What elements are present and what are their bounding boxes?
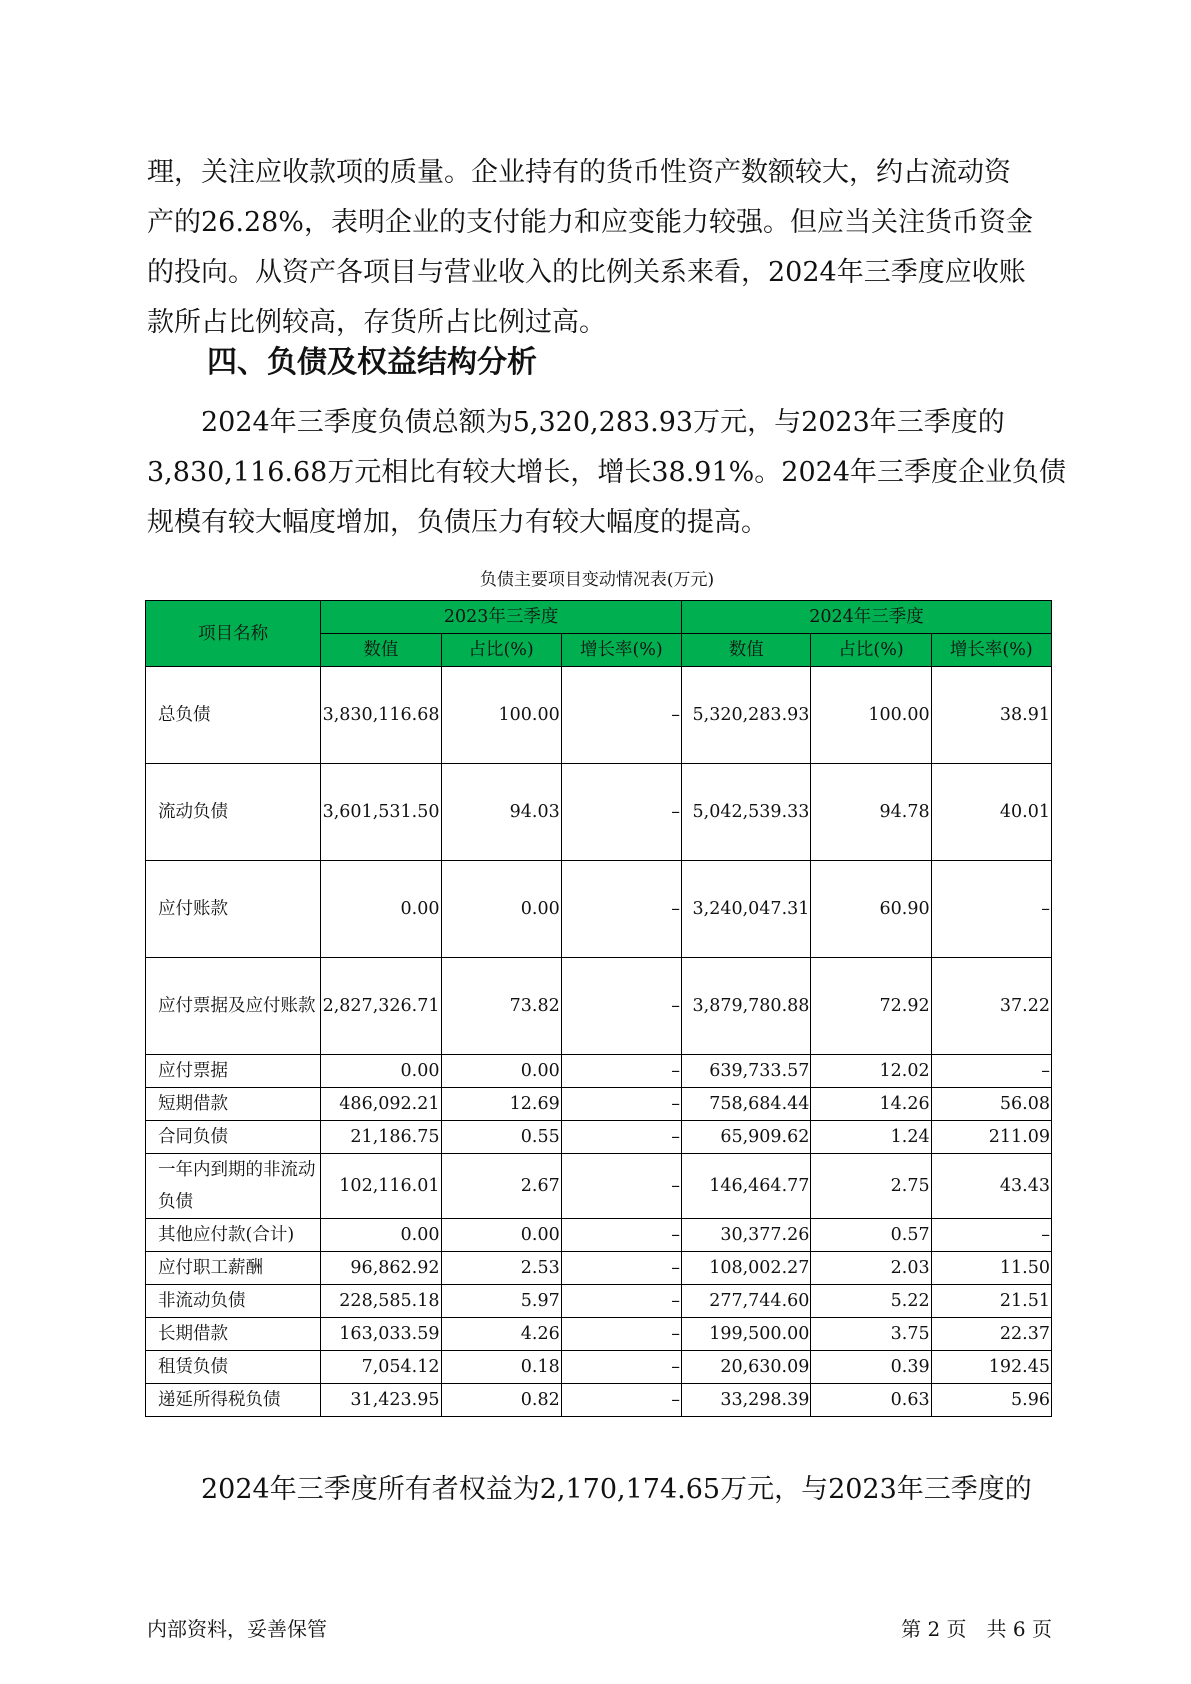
share-2024: 0.57: [811, 1219, 931, 1252]
paragraph-line: 2024年三季度所有者权益为2,170,174.65万元，与2023年三季度的: [147, 1474, 1032, 1505]
share-2023: 0.82: [441, 1384, 561, 1417]
row-name: 合同负债: [146, 1121, 321, 1154]
row-name: 非流动负债: [146, 1285, 321, 1318]
share-2023: 5.97: [441, 1285, 561, 1318]
value-2024: 758,684.44: [682, 1088, 811, 1121]
share-2024: 5.22: [811, 1285, 931, 1318]
subheader-value: 数值: [321, 634, 441, 667]
value-2023: 163,033.59: [321, 1318, 441, 1351]
growth-2023: –: [561, 1154, 681, 1219]
share-2024: 12.02: [811, 1055, 931, 1088]
growth-2024: –: [931, 1055, 1051, 1088]
row-name: 总负债: [146, 667, 321, 764]
value-2024: 65,909.62: [682, 1121, 811, 1154]
footer-page-number: 第 2 页 共 6 页: [901, 1617, 1052, 1641]
share-2024: 100.00: [811, 667, 931, 764]
subheader-share: 占比(%): [441, 634, 561, 667]
share-2024: 0.63: [811, 1384, 931, 1417]
value-2023: 31,423.95: [321, 1384, 441, 1417]
paragraph-line: 款所占比例较高，存货所占比例过高。: [147, 307, 606, 338]
table-row: [146, 1351, 1052, 1384]
value-2023: 486,092.21: [321, 1088, 441, 1121]
growth-2024: 43.43: [931, 1154, 1051, 1219]
growth-2023: –: [561, 1384, 681, 1417]
subheader-value: 数值: [682, 634, 811, 667]
growth-2024: 56.08: [931, 1088, 1051, 1121]
header-period-2024: 2024年三季度: [682, 601, 1052, 634]
growth-2023: –: [561, 861, 681, 958]
subheader-growth: 增长率(%): [931, 634, 1051, 667]
value-2024: 277,744.60: [682, 1285, 811, 1318]
value-2023: 3,601,531.50: [321, 764, 441, 861]
growth-2024: 38.91: [931, 667, 1051, 764]
paragraph-line: 产的26.28%，表明企业的支付能力和应变能力较强。但应当关注货币资金: [147, 207, 1033, 238]
value-2023: 21,186.75: [321, 1121, 441, 1154]
header-item-name: 项目名称: [146, 601, 321, 667]
table-row: [146, 1285, 1052, 1318]
share-2024: 2.03: [811, 1252, 931, 1285]
growth-2023: –: [561, 764, 681, 861]
row-name: 其他应付款(合计): [146, 1219, 321, 1252]
share-2024: 60.90: [811, 861, 931, 958]
share-2023: 2.53: [441, 1252, 561, 1285]
row-name: 租赁负债: [146, 1351, 321, 1384]
value-2024: 3,240,047.31: [682, 861, 811, 958]
row-name: 递延所得税负债: [146, 1384, 321, 1417]
value-2023: 228,585.18: [321, 1285, 441, 1318]
row-name: 应付账款: [146, 861, 321, 958]
share-2023: 2.67: [441, 1154, 561, 1219]
share-2023: 12.69: [441, 1088, 561, 1121]
share-2023: 100.00: [441, 667, 561, 764]
value-2023: 0.00: [321, 1219, 441, 1252]
liability-table: [145, 600, 1052, 1417]
value-2023: 2,827,326.71: [321, 958, 441, 1055]
paragraph-line: 2024年三季度负债总额为5,320,283.93万元，与2023年三季度的: [147, 407, 1005, 438]
header-period-2023: 2023年三季度: [321, 601, 682, 634]
share-2023: 4.26: [441, 1318, 561, 1351]
paragraph-equity-summary: [147, 1465, 1047, 1515]
row-name: 应付票据及应付账款: [146, 958, 321, 1055]
value-2024: 199,500.00: [682, 1318, 811, 1351]
table-row: [146, 1154, 1052, 1219]
row-name: 流动负债: [146, 764, 321, 861]
growth-2024: –: [931, 1219, 1051, 1252]
table-caption: 负债主要项目变动情况表(万元): [479, 570, 715, 590]
growth-2023: –: [561, 1055, 681, 1088]
paragraph-asset-analysis: [147, 148, 1047, 348]
growth-2024: 37.22: [931, 958, 1051, 1055]
footer-confidential-note: 内部资料，妥善保管: [147, 1617, 327, 1641]
share-2023: 73.82: [441, 958, 561, 1055]
subheader-growth: 增长率(%): [561, 634, 681, 667]
share-2024: 94.78: [811, 764, 931, 861]
subheader-share: 占比(%): [811, 634, 931, 667]
growth-2024: –: [931, 861, 1051, 958]
share-2024: 14.26: [811, 1088, 931, 1121]
table-row: [146, 667, 1052, 764]
table-row: [146, 1384, 1052, 1417]
section-heading: 四、负债及权益结构分析: [207, 345, 537, 380]
value-2024: 146,464.77: [682, 1154, 811, 1219]
value-2023: 102,116.01: [321, 1154, 441, 1219]
growth-2024: 21.51: [931, 1285, 1051, 1318]
growth-2024: 192.45: [931, 1351, 1051, 1384]
table-row: [146, 1088, 1052, 1121]
table-row: [146, 1252, 1052, 1285]
table-row: [146, 1318, 1052, 1351]
value-2024: 5,320,283.93: [682, 667, 811, 764]
share-2024: 72.92: [811, 958, 931, 1055]
table-row: [146, 1121, 1052, 1154]
paragraph-line: 理，关注应收款项的质量。企业持有的货币性资产数额较大，约占流动资: [147, 157, 1011, 188]
share-2023: 0.00: [441, 1055, 561, 1088]
paragraph-liability-summary: [147, 398, 1067, 548]
value-2023: 96,862.92: [321, 1252, 441, 1285]
paragraph-line: 规模有较大幅度增加，负债压力有较大幅度的提高。: [147, 507, 768, 538]
value-2024: 30,377.26: [682, 1219, 811, 1252]
share-2023: 0.00: [441, 861, 561, 958]
paragraph-line: 3,830,116.68万元相比有较大增长，增长38.91%。2024年三季度企业负债: [147, 457, 1067, 488]
row-name: 短期借款: [146, 1088, 321, 1121]
growth-2024: 22.37: [931, 1318, 1051, 1351]
value-2023: 7,054.12: [321, 1351, 441, 1384]
value-2024: 639,733.57: [682, 1055, 811, 1088]
value-2024: 108,002.27: [682, 1252, 811, 1285]
table-row: [146, 1055, 1052, 1088]
share-2023: 0.00: [441, 1219, 561, 1252]
row-name: 应付职工薪酬: [146, 1252, 321, 1285]
growth-2023: –: [561, 1351, 681, 1384]
growth-2023: –: [561, 1285, 681, 1318]
share-2023: 0.55: [441, 1121, 561, 1154]
share-2024: 1.24: [811, 1121, 931, 1154]
value-2024: 20,630.09: [682, 1351, 811, 1384]
table-row: [146, 1219, 1052, 1252]
growth-2023: –: [561, 667, 681, 764]
share-2024: 3.75: [811, 1318, 931, 1351]
table-row: [146, 764, 1052, 861]
paragraph-line: 的投向。从资产各项目与营业收入的比例关系来看，2024年三季度应收账: [147, 257, 1026, 288]
growth-2023: –: [561, 1318, 681, 1351]
row-name: 长期借款: [146, 1318, 321, 1351]
growth-2024: 11.50: [931, 1252, 1051, 1285]
growth-2024: 40.01: [931, 764, 1051, 861]
growth-2024: 5.96: [931, 1384, 1051, 1417]
growth-2024: 211.09: [931, 1121, 1051, 1154]
table-row: [146, 958, 1052, 1055]
row-name: 一年内到期的非流动负债: [146, 1154, 321, 1219]
share-2024: 2.75: [811, 1154, 931, 1219]
table-row: [146, 861, 1052, 958]
share-2023: 0.18: [441, 1351, 561, 1384]
value-2024: 33,298.39: [682, 1384, 811, 1417]
row-name: 应付票据: [146, 1055, 321, 1088]
growth-2023: –: [561, 1219, 681, 1252]
value-2023: 0.00: [321, 1055, 441, 1088]
growth-2023: –: [561, 1088, 681, 1121]
value-2023: 3,830,116.68: [321, 667, 441, 764]
growth-2023: –: [561, 958, 681, 1055]
growth-2023: –: [561, 1121, 681, 1154]
share-2024: 0.39: [811, 1351, 931, 1384]
value-2024: 3,879,780.88: [682, 958, 811, 1055]
growth-2023: –: [561, 1252, 681, 1285]
share-2023: 94.03: [441, 764, 561, 861]
value-2024: 5,042,539.33: [682, 764, 811, 861]
value-2023: 0.00: [321, 861, 441, 958]
